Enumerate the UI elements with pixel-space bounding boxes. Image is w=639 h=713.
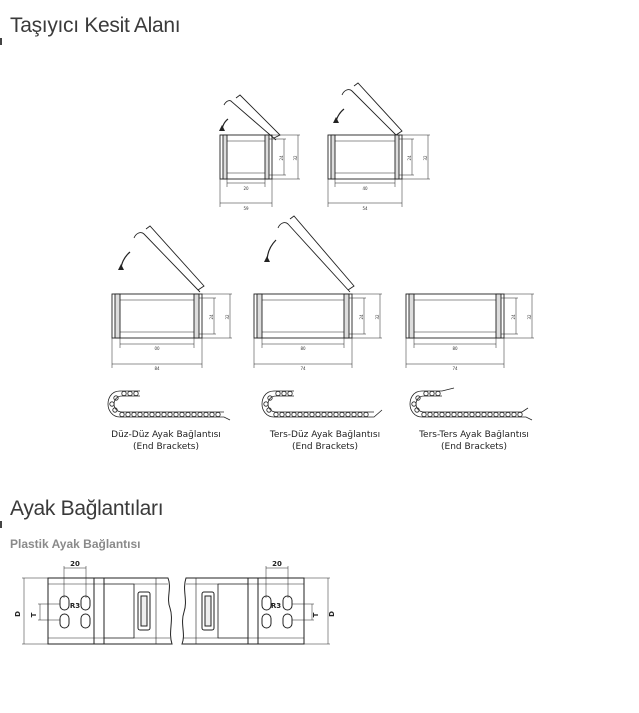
- outer-height-label: 32: [375, 314, 380, 320]
- t-dimension-label: T: [30, 612, 38, 618]
- hole-spacing-label: 20: [70, 560, 80, 568]
- chain-diagram-reverse-straight: [260, 386, 390, 426]
- chain-caption-sub: (End Brackets): [441, 442, 507, 452]
- page-edge-mark: [0, 38, 2, 45]
- outer-width-label: 84: [154, 366, 160, 371]
- height-d-label: D: [14, 611, 22, 617]
- inner-width-label: 40: [362, 186, 368, 191]
- inner-width-label: 80: [300, 346, 306, 351]
- radius-label: R3: [270, 602, 282, 610]
- chain-caption-sub: (End Brackets): [292, 442, 358, 452]
- inner-width-label: 00: [154, 346, 160, 351]
- page-edge-mark: [0, 521, 2, 528]
- bracket-drawing: [8, 558, 338, 658]
- outer-height-label: 32: [423, 155, 428, 161]
- chain-caption-label: Düz-Düz Ayak Bağlantısı: [111, 430, 221, 440]
- chain-caption-label: Ters-Düz Ayak Bağlantısı: [269, 430, 381, 440]
- chain-caption-label: Ters-Ters Ayak Bağlantısı: [419, 430, 529, 440]
- carrier-section-drawing-2: [322, 85, 432, 210]
- outer-height-label: 32: [527, 314, 532, 320]
- carrier-section-drawing-5: [402, 290, 542, 370]
- t-dimension-label: T: [312, 612, 320, 618]
- outer-width-label: 74: [300, 366, 306, 371]
- outer-width-label: 54: [362, 206, 368, 211]
- outer-height-label: 32: [293, 155, 298, 161]
- inner-height-label: 24: [407, 155, 412, 161]
- section-subtitle-plastic-bracket: Plastik Ayak Bağlantısı: [10, 537, 141, 551]
- carrier-section-drawing-1: [214, 95, 304, 210]
- outer-height-label: 32: [225, 314, 230, 320]
- inner-height-label: 24: [279, 155, 284, 161]
- inner-width-label: 20: [243, 186, 249, 191]
- inner-height-label: 24: [359, 314, 364, 320]
- carrier-section-drawing-4: [250, 218, 390, 370]
- section-title-brackets: Ayak Bağlantıları: [10, 497, 164, 520]
- chain-caption-reverse-reverse: [384, 429, 564, 453]
- hole-spacing-label: 20: [272, 560, 282, 568]
- radius-label: R3: [69, 602, 81, 610]
- carrier-section-drawing-3: [108, 228, 238, 370]
- section-title-cross-section: Taşıyıcı Kesit Alanı: [10, 14, 181, 37]
- inner-width-label: 80: [452, 346, 458, 351]
- chain-caption-straight-straight: [76, 429, 256, 453]
- chain-diagram-straight-straight: [106, 386, 236, 426]
- inner-height-label: 24: [209, 314, 214, 320]
- height-d-label: D: [328, 611, 336, 617]
- outer-width-label: 74: [452, 366, 458, 371]
- outer-width-label: 59: [243, 206, 249, 211]
- chain-diagram-reverse-reverse: [408, 386, 538, 426]
- chain-caption-sub: (End Brackets): [133, 442, 199, 452]
- inner-height-label: 24: [511, 314, 516, 320]
